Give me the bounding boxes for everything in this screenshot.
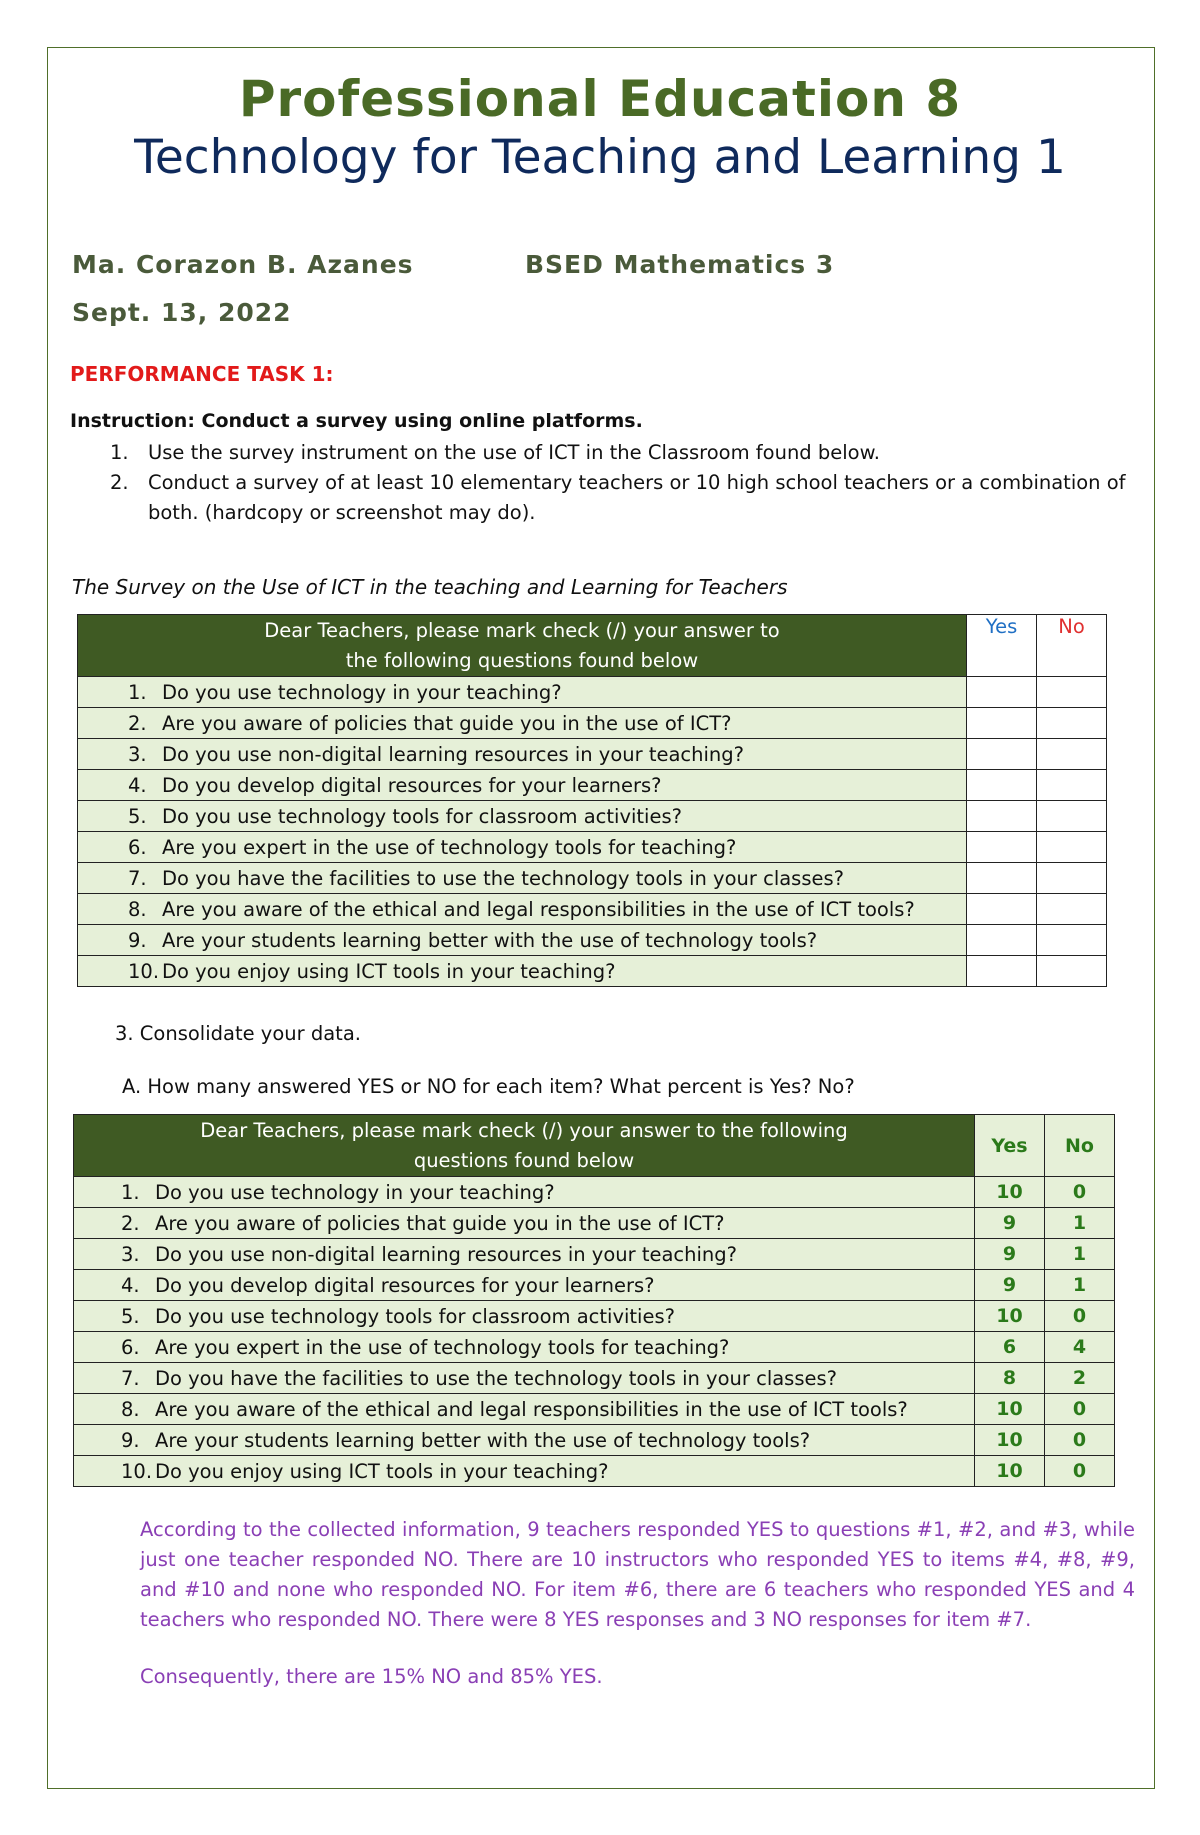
- step-number: 1.: [110, 441, 129, 464]
- question-number: 1.: [128, 680, 147, 704]
- question-text: Do you have the facilities to use the technology tools in your classes?: [162, 866, 845, 890]
- no-header: No: [1045, 1115, 1115, 1177]
- question-text: Are you aware of policies that guide you in the use of ICT?: [155, 1211, 725, 1235]
- no-header: No: [1037, 615, 1107, 677]
- question-text: Are you aware of the ethical and legal responsibilities in the use of ICT tools?: [162, 897, 915, 921]
- yes-answer-cell[interactable]: [967, 739, 1037, 770]
- table-row: [78, 925, 1107, 956]
- question-cell: [78, 677, 967, 708]
- question-cell: [74, 1332, 975, 1363]
- question-text: Do you use non-digital learning resources in your teaching?: [162, 742, 745, 766]
- question-cell: [78, 739, 967, 770]
- analysis-conclusion: Consequently, there are 15% NO and 85% YES.: [140, 1665, 603, 1688]
- survey-caption: The Survey on the Use of ICT in the teaching and Learning for Teachers: [72, 575, 788, 599]
- question-header: [78, 615, 967, 677]
- table-row: [78, 739, 1107, 770]
- yes-answer-cell[interactable]: [967, 832, 1037, 863]
- step-text: Use the survey instrument on the use of ICT in the Classroom found below.: [148, 441, 880, 464]
- yes-answer-cell[interactable]: [967, 770, 1037, 801]
- question-text: Do you enjoy using ICT tools in your teaching?: [155, 1459, 609, 1483]
- step-number: 2.: [110, 471, 129, 494]
- yes-answer-cell[interactable]: [967, 956, 1037, 987]
- no-count: 1: [1045, 1270, 1115, 1301]
- table-row: [74, 1239, 1115, 1270]
- no-answer-cell[interactable]: [1037, 832, 1107, 863]
- question-number: 5.: [128, 804, 147, 828]
- student-name: Ma. Corazon B. Azanes: [72, 250, 414, 279]
- table-row: [78, 956, 1107, 987]
- question-number: 6.: [128, 835, 147, 859]
- yes-answer-cell[interactable]: [967, 894, 1037, 925]
- question-number: 5.: [121, 1304, 140, 1328]
- question-header: [74, 1115, 975, 1177]
- question-text: Are you expert in the use of technology tools for teaching?: [155, 1335, 730, 1359]
- instruction: Instruction: Conduct a survey using online platforms.: [70, 410, 643, 432]
- yes-count: 9: [975, 1239, 1045, 1270]
- question-cell: [78, 708, 967, 739]
- question-cell: [74, 1301, 975, 1332]
- yes-count: 10: [975, 1394, 1045, 1425]
- question-cell: [74, 1425, 975, 1456]
- results-table: [73, 1114, 1115, 1487]
- question-text: Do you use technology in your teaching?: [155, 1180, 555, 1204]
- no-count: 1: [1045, 1239, 1115, 1270]
- question-number: 8.: [128, 897, 147, 921]
- yes-answer-cell[interactable]: [967, 925, 1037, 956]
- yes-count: 10: [975, 1425, 1045, 1456]
- yes-count: 8: [975, 1363, 1045, 1394]
- yes-answer-cell[interactable]: [967, 863, 1037, 894]
- document-subtitle: Technology for Teaching and Learning 1: [134, 130, 1066, 185]
- yes-header: Yes: [975, 1115, 1045, 1177]
- question-cell: [78, 832, 967, 863]
- step-item: [110, 468, 1140, 528]
- question-cell: [78, 925, 967, 956]
- performance-task-label: PERFORMANCE TASK 1:: [70, 362, 334, 386]
- question-text: Do you develop digital resources for your learners?: [162, 773, 662, 797]
- question-cell: [74, 1394, 975, 1425]
- header-line: Dear Teachers, please mark check (/) your answer to the following: [200, 1118, 848, 1142]
- step-text: Conduct a survey of at least 10 elementary teachers or 10 high school teachers or a combination of both. (hardcopy or screenshot may do).: [148, 471, 1126, 524]
- no-count: 0: [1045, 1301, 1115, 1332]
- no-count: 0: [1045, 1394, 1115, 1425]
- question-text: Are you aware of policies that guide you in the use of ICT?: [162, 711, 732, 735]
- question-number: 7.: [128, 866, 147, 890]
- no-count: 1: [1045, 1208, 1115, 1239]
- question-cell: [74, 1208, 975, 1239]
- consolidate-step: 3. Consolidate your data.: [115, 1022, 361, 1045]
- no-answer-cell[interactable]: [1037, 739, 1107, 770]
- table-row: [74, 1177, 1115, 1208]
- no-count: 0: [1045, 1456, 1115, 1487]
- table-row: [74, 1301, 1115, 1332]
- no-answer-cell[interactable]: [1037, 925, 1107, 956]
- no-answer-cell[interactable]: [1037, 863, 1107, 894]
- student-program: BSED Mathematics 3: [525, 250, 835, 279]
- yes-header: Yes: [967, 615, 1037, 677]
- instruction-steps: [110, 438, 1140, 528]
- question-cell: [74, 1239, 975, 1270]
- question-number: 4.: [121, 1273, 140, 1297]
- question-cell: [78, 894, 967, 925]
- yes-answer-cell[interactable]: [967, 708, 1037, 739]
- table-row: [78, 801, 1107, 832]
- no-answer-cell[interactable]: [1037, 677, 1107, 708]
- question-number: 8.: [121, 1397, 140, 1421]
- no-answer-cell[interactable]: [1037, 956, 1107, 987]
- question-number: 9.: [128, 928, 147, 952]
- question-text: Do you use non-digital learning resources in your teaching?: [155, 1242, 738, 1266]
- step-item: [110, 438, 1140, 468]
- table-row: [78, 677, 1107, 708]
- question-cell: [78, 956, 967, 987]
- question-text: Are your students learning better with the use of technology tools?: [155, 1428, 811, 1452]
- question-number: 3.: [121, 1242, 140, 1266]
- yes-count: 9: [975, 1208, 1045, 1239]
- question-number: 2.: [121, 1211, 140, 1235]
- table-row: [78, 708, 1107, 739]
- question-cell: [74, 1270, 975, 1301]
- survey-table: [77, 614, 1107, 987]
- question-text: Do you use technology tools for classroom activities?: [162, 804, 682, 828]
- question-number: 2.: [128, 711, 147, 735]
- table-row: [78, 894, 1107, 925]
- question-text: Do you enjoy using ICT tools in your teaching?: [162, 959, 616, 983]
- question-number: 10.: [128, 959, 160, 983]
- no-answer-cell[interactable]: [1037, 770, 1107, 801]
- table-row: [78, 832, 1107, 863]
- question-cell: [78, 801, 967, 832]
- yes-count: 10: [975, 1456, 1045, 1487]
- header-line: the following questions found below: [345, 648, 699, 672]
- header-line: Dear Teachers, please mark check (/) your answer to: [264, 618, 780, 642]
- document-title: Professional Education 8: [238, 70, 962, 128]
- question-text: Are you aware of the ethical and legal responsibilities in the use of ICT tools?: [155, 1397, 908, 1421]
- table-header-row: [78, 615, 1107, 677]
- table-row: [74, 1425, 1115, 1456]
- part-a-question: A. How many answered YES or NO for each item? What percent is Yes? No?: [122, 1075, 855, 1098]
- table-row: [74, 1332, 1115, 1363]
- table-row: [78, 863, 1107, 894]
- question-cell: [74, 1177, 975, 1208]
- question-text: Are your students learning better with the use of technology tools?: [162, 928, 818, 952]
- header-line: questions found below: [413, 1148, 635, 1172]
- no-count: 0: [1045, 1177, 1115, 1208]
- no-count: 0: [1045, 1425, 1115, 1456]
- question-number: 4.: [128, 773, 147, 797]
- no-answer-cell[interactable]: [1037, 894, 1107, 925]
- no-count: 4: [1045, 1332, 1115, 1363]
- yes-count: 10: [975, 1301, 1045, 1332]
- question-number: 9.: [121, 1428, 140, 1452]
- table-row: [74, 1208, 1115, 1239]
- question-text: Do you use technology tools for classroom activities?: [155, 1304, 675, 1328]
- question-cell: [74, 1456, 975, 1487]
- yes-answer-cell[interactable]: [967, 677, 1037, 708]
- table-row: [74, 1270, 1115, 1301]
- question-cell: [78, 770, 967, 801]
- question-text: Do you have the facilities to use the technology tools in your classes?: [155, 1366, 838, 1390]
- question-text: Are you expert in the use of technology tools for teaching?: [162, 835, 737, 859]
- table-row: [74, 1456, 1115, 1487]
- yes-answer-cell[interactable]: [967, 801, 1037, 832]
- question-number: 7.: [121, 1366, 140, 1390]
- table-header-row: [74, 1115, 1115, 1177]
- table-row: [74, 1394, 1115, 1425]
- yes-count: 9: [975, 1270, 1045, 1301]
- question-text: Do you use technology in your teaching?: [162, 680, 562, 704]
- question-number: 3.: [128, 742, 147, 766]
- no-answer-cell[interactable]: [1037, 801, 1107, 832]
- document-date: Sept. 13, 2022: [72, 298, 292, 327]
- question-number: 6.: [121, 1335, 140, 1359]
- table-row: [78, 770, 1107, 801]
- no-count: 2: [1045, 1363, 1115, 1394]
- analysis-summary: According to the collected information, 9 teachers responded YES to questions #1, #2, and #3, while just one teacher responded NO. There are 10 instructors who responded YES to items #4, #8, #9, and #10 and none who responded NO. For item #6, there are 6 teachers who responded YES and 4 teachers who responded NO. There were 8 YES responses and 3 NO responses for item #7.: [140, 1518, 1135, 1631]
- question-text: Do you develop digital resources for your learners?: [155, 1273, 655, 1297]
- yes-count: 10: [975, 1177, 1045, 1208]
- question-cell: [78, 863, 967, 894]
- yes-count: 6: [975, 1332, 1045, 1363]
- question-number: 10.: [121, 1459, 153, 1483]
- question-number: 1.: [121, 1180, 140, 1204]
- table-row: [74, 1363, 1115, 1394]
- no-answer-cell[interactable]: [1037, 708, 1107, 739]
- question-cell: [74, 1363, 975, 1394]
